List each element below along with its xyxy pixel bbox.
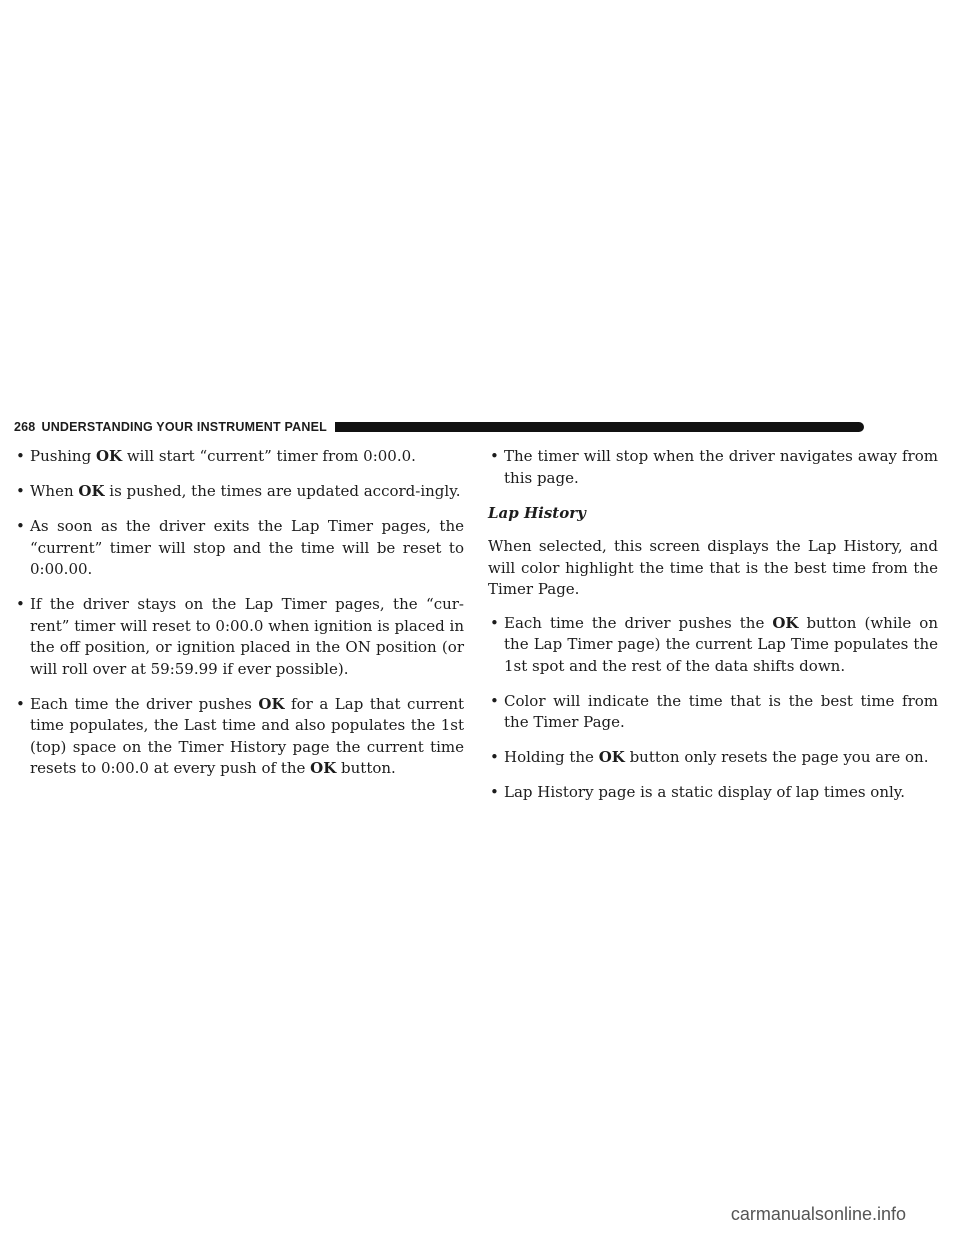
list-item: • Color will indicate the time that is the best time from the Timer Page. — [490, 691, 938, 731]
bullet: • — [16, 517, 25, 535]
bullet: • — [16, 595, 25, 613]
ok-keyword: OK — [598, 748, 625, 766]
list-item: • Pushing OK will start “current” timer from 0:00.0. — [14, 446, 464, 468]
bullet: • — [490, 447, 499, 465]
bullet: • — [16, 482, 25, 500]
list-item: • The timer will stop when the driver navigates away from this page. — [490, 447, 938, 487]
list-item: • Each time the driver pushes OK for a Lap that current time populates, the Last time and also populates the 1st (top) space on the Timer History page the current time resets to 0:00.0 at every push of the OK button. — [16, 694, 465, 777]
list-item: • Lap History page is a static display of lap times only. — [488, 782, 938, 804]
bullet: • — [490, 613, 499, 632]
lap-history-heading: Lap History — [488, 503, 586, 522]
list-item: • When OK is pushed, the times are updated accord-ingly. — [14, 481, 464, 503]
header-rule — [335, 422, 864, 432]
list-item: • Holding the OK button only resets the page you are on. — [488, 747, 938, 769]
page-header — [14, 419, 864, 435]
list-item: • If the driver stays on the Lap Timer pages, the “cur-rent” timer will reset to 0:00.0 when ignition is placed in the off position, or ignition placed in the ON position (or will roll over at 59:59.99 if ever possible). — [16, 595, 464, 678]
section-title: UNDERSTANDING YOUR INSTRUMENT PANEL — [41, 420, 327, 434]
bullet: • — [490, 691, 499, 710]
bullet: • — [16, 447, 25, 465]
list-item: • As soon as the driver exits the Lap Timer pages, the “current” timer will stop and the time will be reset to 0:00.00. — [16, 517, 464, 578]
bullet: • — [490, 748, 499, 766]
ok-keyword: OK — [310, 759, 337, 777]
bullet: • — [16, 694, 25, 713]
left-column — [14, 446, 464, 793]
bullet: • — [490, 783, 499, 801]
lap-history-paragraph: When selected, this screen displays the Lap History, and will color highlight the time that is the best time from the Timer Page. — [488, 537, 938, 598]
list-item: • Each time the driver pushes the OK button (while on the Lap Timer page) the current Lap Time populates the 1st spot and the rest of the data shifts down. — [490, 613, 938, 675]
right-column — [488, 446, 938, 817]
watermark: carmanualsonline.info — [730, 1204, 906, 1224]
ok-keyword: OK — [78, 482, 105, 500]
ok-keyword: OK — [95, 447, 123, 465]
ok-keyword: OK — [258, 694, 285, 713]
page-number: 268 — [14, 420, 36, 434]
ok-keyword: OK — [772, 613, 799, 632]
